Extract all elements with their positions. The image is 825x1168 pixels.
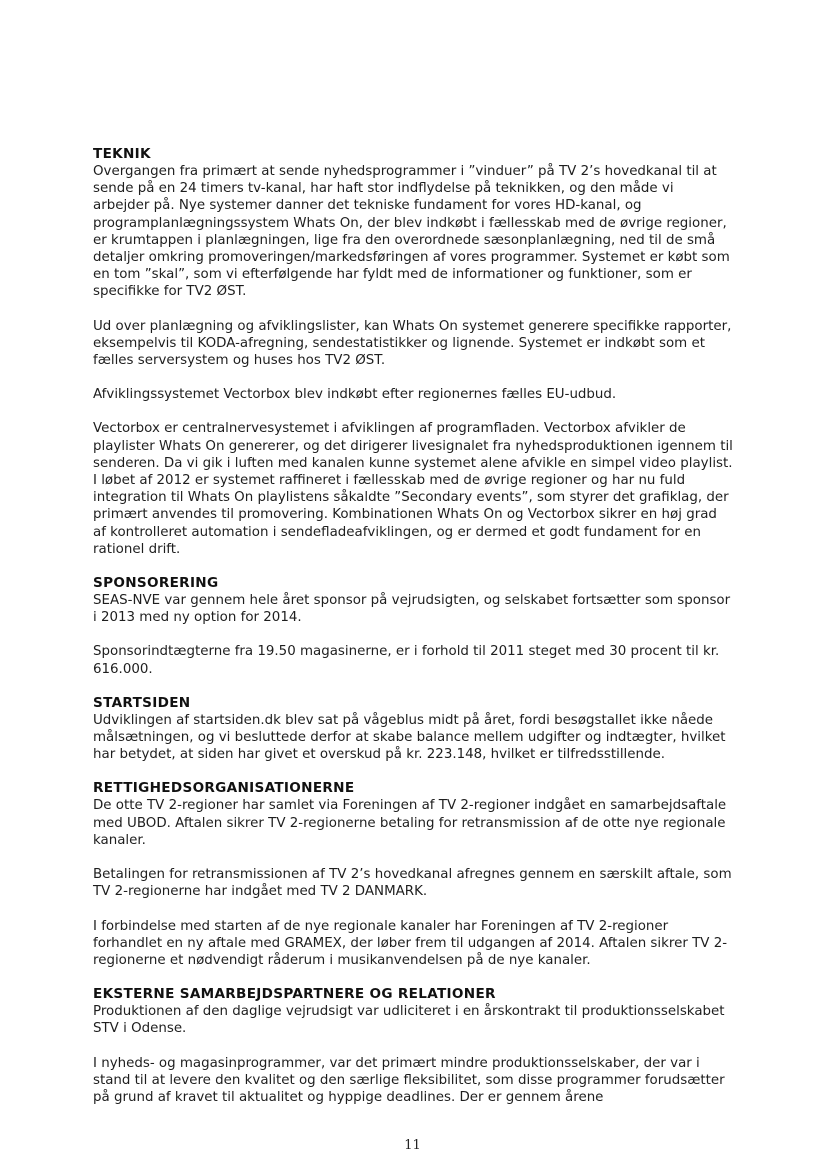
paragraph: Sponsorindtægterne fra 19.50 magasinerne, er i forhold til 2011 steget med 30 procent til kr. 616.000.	[93, 644, 720, 677]
paragraph: Vectorbox er centralnervesystemet i afviklingen af programfladen. Vectorbox afvikler de playlister Whats On genererer, og det dirigerer livesignalet fra nyhedsproduktionen igennem til senderen. Da vi gik i luften med kanalen kunne systemet alene afvikle en simpel video playlist. I løbet af 2012 er systemet raffineret i fællesskab med de øvrige regioner og har nu fuld integration til Whats On playlistens såkaldte ”Secondary events”, som styrer det grafiklag, der primært anvendes til promovering. Kombinationen Whats On og Vectorbox sikrer en høj grad af kontrolleret automation i sendefladeafviklingen, og er dermed et godt fundament for en rationel drift.	[93, 421, 733, 557]
section-startsiden	[93, 695, 733, 764]
section-heading: TEKNIK	[93, 146, 151, 162]
section-heading: RETTIGHEDSORGANISATIONERNE	[93, 780, 355, 797]
paragraph: Udviklingen af startsiden.dk blev sat på vågeblus midt på året, fordi besøgstallet ikke nåede målsætningen, og vi besluttede derfor at skabe balance mellem udgifter og indtægter, hvilket har betydet, at siden har givet et overskud på kr. 223.148, hvilket er tilfredsstillende.	[93, 712, 726, 763]
section-teknik	[93, 146, 733, 558]
paragraph: Afviklingssystemet Vectorbox blev indkøbt efter regionernes fælles EU-udbud.	[93, 387, 617, 403]
paragraph: I nyheds- og magasinprogrammer, var det primært mindre produktionsselskaber, der var i stand til at levere den kvalitet og den særlige fleksibilitet, som disse programmer forudsætter på grund af kravet til aktualitet og hyppige deadlines. Der er gennem årene	[93, 1055, 725, 1105]
paragraph: Overgangen fra primært at sende nyhedsprogrammer i ”vinduer” på TV 2’s hovedkanal til at sende på en 24 timers tv-kanal, har haft stor indflydelse på teknikken, og den måde vi arbejder på. Nye systemer danner det tekniske fundament for vores HD-kanal, og programplanlægningssystem Whats On, der blev indkøbt i fællesskab med de øvrige regioner, er krumtappen i planlægningen, lige fra den overordnede sæsonplanlægning, ned til de små detaljer omkring promoveringen/markedsføringen af vores programmer. Systemet er købt som en tom ”skal”, som vi efterfølgende har fyldt med de informationer og funktioner, som er specifikke for TV2 ØST.	[93, 164, 730, 300]
section-heading: EKSTERNE SAMARBEJDSPARTNERE OG RELATIONER	[93, 986, 496, 1003]
section-heading: SPONSORERING	[93, 575, 219, 592]
paragraph: I forbindelse med starten af de nye regionale kanaler har Foreningen af TV 2-regioner forhandlet en ny aftale med GRAMEX, der løber frem til udgangen af 2014. Aftalen sikrer TV 2-regionerne et nødvendigt råderum i musikanvendelsen på de nye kanaler.	[93, 918, 728, 968]
section-eksterne-samarbejdspartnere	[93, 986, 733, 1106]
paragraph: SEAS-NVE var gennem hele året sponsor på vejrudsigten, og selskabet fortsætter som sponsor i 2013 med ny option for 2014.	[93, 593, 731, 626]
section-sponsorering	[93, 575, 733, 678]
paragraph: Ud over planlægning og afviklingslister, kan Whats On systemet generere specifikke rapporter, eksempelvis til KODA-afregning, sendestatistikker og lignende. Systemet er indkøbt som et fælles serversystem og huses hos TV2 ØST.	[93, 318, 732, 369]
page-number: 11	[404, 1138, 421, 1153]
paragraph: Betalingen for retransmissionen af TV 2’s hovedkanal afregnes gennem en særskilt aftale, som TV 2-regionerne har indgået med TV 2 DANMARK.	[93, 867, 732, 900]
section-rettighedsorganisationerne	[93, 780, 733, 969]
section-heading: STARTSIDEN	[93, 694, 191, 711]
paragraph: Produktionen af den daglige vejrudsigt var udliciteret i en årskontrakt til produktionsselskabet STV i Odense.	[93, 1004, 725, 1037]
document-page	[93, 146, 733, 1123]
paragraph: De otte TV 2-regioner har samlet via Foreningen af TV 2-regioner indgået en samarbejdsaftale med UBOD. Aftalen sikrer TV 2-regionerne betaling for retransmission af de otte nye regionale kanaler.	[93, 798, 727, 848]
